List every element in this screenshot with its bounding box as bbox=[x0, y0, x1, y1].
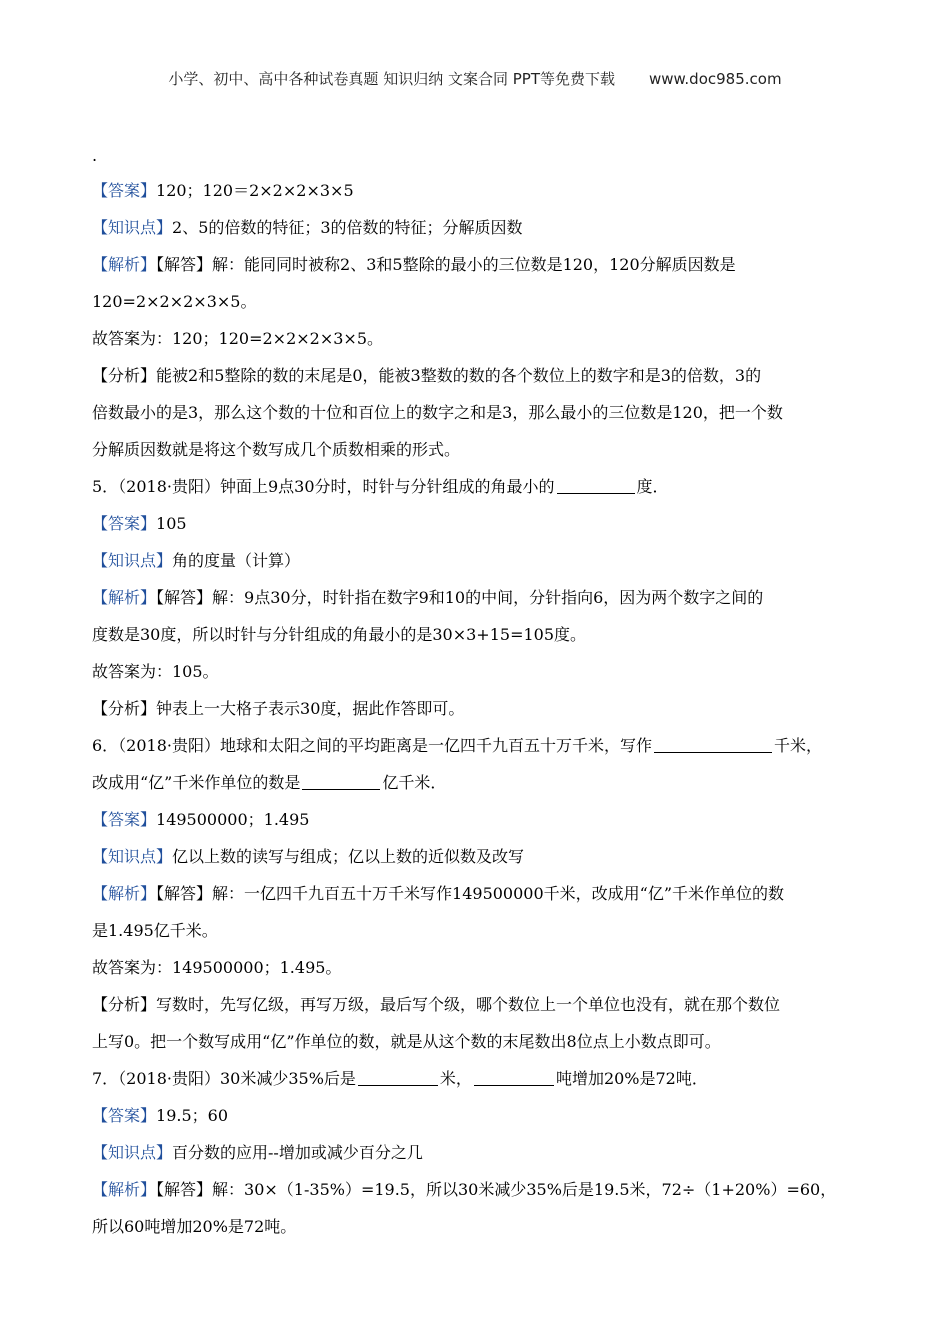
q5-conclusion: 故答案为：105。 bbox=[92, 662, 219, 681]
q4-fenxi-line2: 倍数最小的是3，那么这个数的十位和百位上的数字之和是3，那么最小的三位数是120，把一个数 bbox=[92, 403, 783, 422]
q7-jiexi-line1: 【解析】【解答】解：30×（1-35%）=19.5，所以30米减少35%后是19.5米，72÷（1+20%）=60， bbox=[92, 1180, 837, 1199]
q5-answer: 【答案】105 bbox=[92, 514, 187, 533]
q4-conclusion: 故答案为：120；120=2×2×2×3×5。 bbox=[92, 329, 384, 348]
answer-blank bbox=[302, 773, 380, 790]
knowledge-label: 【知识点】 bbox=[92, 218, 173, 237]
answer-blank bbox=[474, 1069, 554, 1086]
q6-fenxi-line1: 【分析】写数时，先写亿级，再写万级，最后写个级，哪个数位上一个单位也没有，就在那个数位 bbox=[92, 995, 781, 1014]
q6-answer: 【答案】149500000；1.495 bbox=[92, 810, 310, 829]
document-body bbox=[92, 146, 864, 1245]
stray-dot: . bbox=[92, 146, 98, 165]
q6-question-line2: 改成用“亿”千米作单位的数是 亿千米． bbox=[92, 773, 447, 792]
q6-knowledge: 【知识点】亿以上数的读写与组成；亿以上数的近似数及改写 bbox=[92, 847, 525, 866]
q5-question: 5．（2018·贵阳）钟面上9点30分时，时针与分针组成的角最小的 度． bbox=[92, 477, 669, 496]
q5-jiexi-line1: 【解析】【解答】解：9点30分，时针指在数字9和10的中间，分针指向6，因为两个数字之间的 bbox=[92, 588, 764, 607]
q4-knowledge: 【知识点】2、5的倍数的特征；3的倍数的特征；分解质因数 bbox=[92, 218, 523, 237]
q7-question: 7．（2018·贵阳）30米减少35%后是 米， 吨增加20%是72吨． bbox=[92, 1069, 708, 1088]
q7-jiexi-line2: 所以60吨增加20%是72吨。 bbox=[92, 1217, 297, 1236]
q5-knowledge: 【知识点】角的度量（计算） bbox=[92, 551, 301, 570]
q6-jiexi-line2: 是1.495亿千米。 bbox=[92, 921, 218, 940]
answer-blank bbox=[654, 736, 772, 753]
q6-question-line1: 6．（2018·贵阳）地球和太阳之间的平均距离是一亿四千九百五十万千米，写作 千米， bbox=[92, 736, 823, 755]
q5-jiexi-line2: 度数是30度，所以时针与分针组成的角最小的是30×3+15=105度。 bbox=[92, 625, 587, 644]
answer-blank bbox=[557, 477, 635, 494]
jiexi-label: 【解析】 bbox=[92, 255, 157, 274]
answer-label: 【答案】 bbox=[92, 181, 157, 200]
q6-jiexi-line1: 【解析】【解答】解：一亿四千九百五十万千米写作149500000千米，改成用“亿”千米作单位的数 bbox=[92, 884, 785, 903]
q4-fenxi-line1: 【分析】能被2和5整除的数的末尾是0，能被3整数的数的各个数位上的数字和是3的倍数，3的 bbox=[92, 366, 762, 385]
q4-fenxi-line3: 分解质因数就是将这个数写成几个质数相乘的形式。 bbox=[92, 440, 461, 459]
answer-blank bbox=[358, 1069, 438, 1086]
q4-answer: 【答案】120；120＝2×2×2×3×5 bbox=[92, 181, 354, 200]
q4-jiexi-line2: 120=2×2×2×3×5。 bbox=[92, 292, 257, 311]
page-header bbox=[0, 68, 950, 89]
q7-answer: 【答案】19.5；60 bbox=[92, 1106, 229, 1125]
header-title: 小学、初中、高中各种试卷真题 知识归纳 文案合同 PPT等免费下载 bbox=[168, 70, 615, 88]
q5-fenxi: 【分析】钟表上一大格子表示30度，据此作答即可。 bbox=[92, 699, 465, 718]
q6-fenxi-line2: 上写0。把一个数写成用“亿”作单位的数，就是从这个数的末尾数出8位点上小数点即可。 bbox=[92, 1032, 721, 1051]
q6-conclusion: 故答案为：149500000；1.495。 bbox=[92, 958, 342, 977]
q4-jiexi-line1: 【解析】【解答】解：能同同时被称2、3和5整除的最小的三位数是120，120分解质因数是 bbox=[92, 255, 736, 274]
q7-knowledge: 【知识点】百分数的应用--增加或减少百分之几 bbox=[92, 1143, 423, 1162]
header-site-link[interactable]: www.doc985.com bbox=[648, 70, 782, 88]
